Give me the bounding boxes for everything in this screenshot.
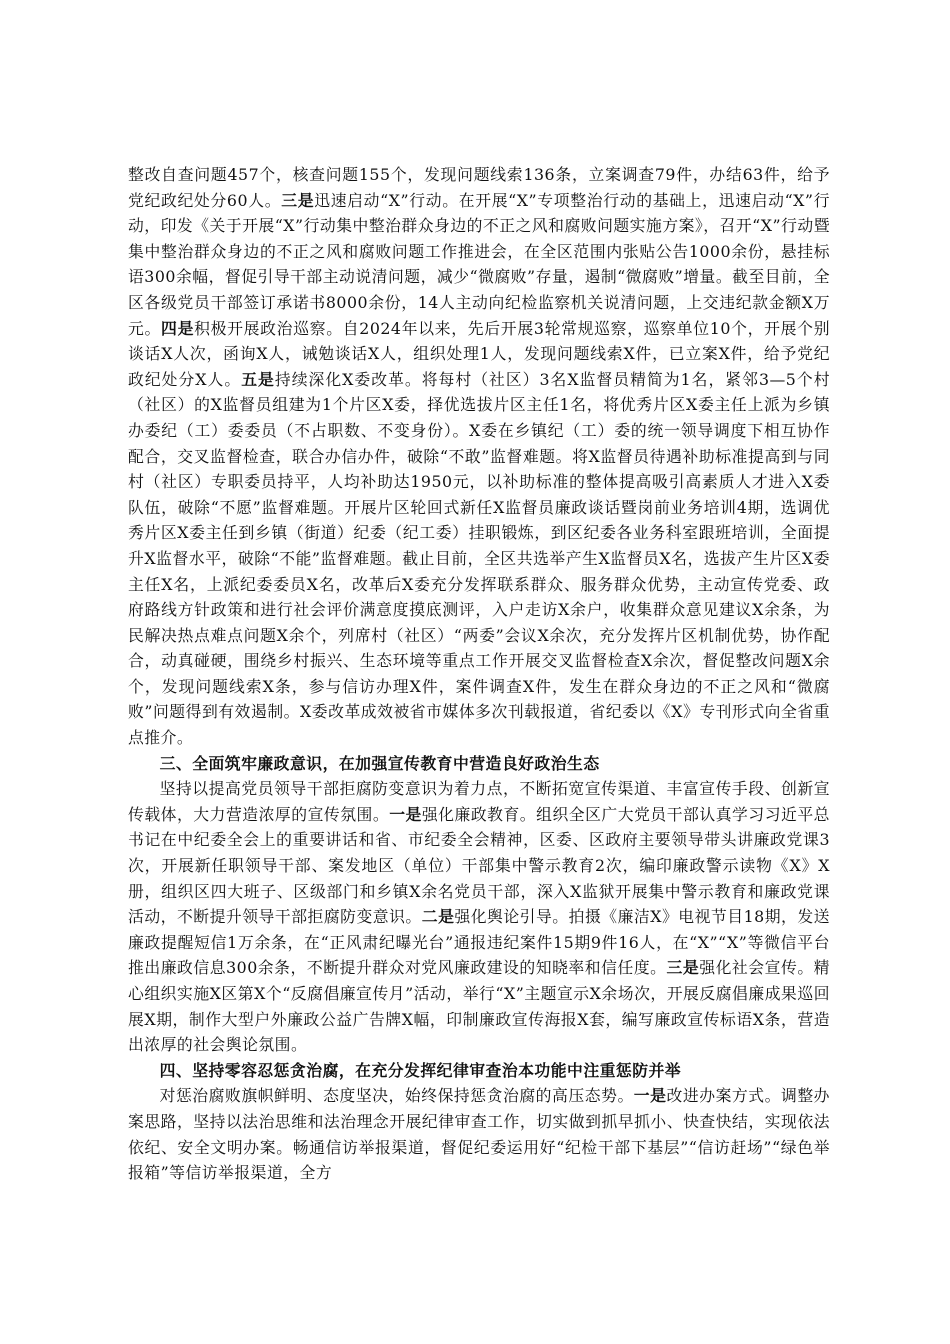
section-paragraph [128,776,830,1058]
text-run: 持续深化X委改革。将每村（社区）3名X监督员精简为1名，紧邻3—5个村（社区）的X监督员组建为1个片区X委，择优选拔片区主任1名，将优秀片区X委主任上派为乡镇办委纪（工）委委员（不占职数、不变身份）。X委在乡镇纪（工）委的统一领导调度下相互协作配合，交叉监督检查，联合办信办件，破除“不敢”监督难题。将X监督员待遇补助标准提高到与同村（社区）专职委员持平，人均补助达1950元，以补助标准的整体提高吸引高素质人才进入X委队伍，破除“不愿”监督难题。开展片区轮回式新任X监督员廉政谈话暨岗前业务培训4期，选调优秀片区X委主任到乡镇（街道）纪委（纪工委）挂职锻炼，到区纪委各业务科室跟班培训，全面提升X监督水平，破除“不能”监督难题。截止目前，全区共选举产生X监督员X名，选拔产生片区X委主任X名，上派纪委委员X名，改革后X委充分发挥联系群众、服务群众优势，主动宣传党委、政府路线方针政策和进行社会评价满意度摸底测评，入户走访X余户，收集群众意见建议X余条，为民解决热点难点问题X余个，列席村（社区）“两委”会议X余次，充分发挥片区机制优势，协作配合，动真碰硬，围绕乡村振兴、生态环境等重点工作开展交叉监督检查X余次，督促整改问题X余个，发现问题线索X条，参与信访办理X件，案件调查X件，发生在群众身边的不正之风和“微腐败”问题得到有效遏制。X委改革成效被省市媒体多次刊载报道，省纪委以《X》专刊形式向全省重点推介。 [128,369,830,748]
text-run: 强化社会宣传。精心组织实施X区第X个“反腐倡廉宣传月”活动，举行“X”主题宣示X余场次，开展反腐倡廉成果巡回展X期，制作大型户外廉政公益广告牌X幅，印制廉政宣传海报X套，编写廉政宣传标语X条，营造出浓厚的社会舆论氛围。 [128,958,830,1055]
section-heading: 三、全面筑牢廉政意识，在加强宣传教育中营造良好政治生态 [159,753,600,773]
bold-run: 一是 [389,804,422,824]
text-run: 强化舆论引导。拍摄《廉洁X》电视节目18期，发送廉政提醒短信1万余条，在“正风肃纪曝光台”通报违纪案件15期9件16人，在“X”“X”等微信平台推出廉政信息300余条，不断提升群众对党风廉政建设的知晓率和信任度。 [128,907,830,978]
text-run: 整改自查问题457个，核查问题155个，发现问题线索136条，立案调查79件，办结63件，给予党纪政纪处分60人。 [128,165,830,210]
text-run: 对惩治腐败旗帜鲜明、态度坚决，始终保持惩贪治腐的高压态势。 [159,1086,634,1106]
text-run: 强化廉政教育。组织全区广大党员干部认真学习习近平总书记在中纪委全会上的重要讲话和省、市纪委全会精神，区委、区政府主要领导带头讲廉政党课3次，开展新任职领导干部、案发地区（单位）干部集中警示教育2次，编印廉政警示读物《X》X册，组织区四大班子、区级部门和乡镇X余名党员干部，深入X监狱开展集中警示教育和廉政党课活动，不断提升领导干部拒腐防变意识。 [128,804,830,927]
document-page [128,162,830,1186]
text-run: 坚持以提高党员领导干部拒腐防变意识为着力点，不断拓宽宣传渠道、丰富宣传手段、创新宣传载体，大力营造浓厚的宣传氛围。 [128,779,830,824]
text-run: 积极开展政治巡察。自2024年以来，先后开展3轮常规巡察，巡察单位10个，开展个别谈话X人次，函询X人，诫勉谈话X人，组织处理1人，发现问题线索X件，已立案X件，给予党纪政纪处分X人。 [128,318,830,389]
section-paragraph [128,1083,830,1185]
bold-run: 五是 [241,369,275,389]
bold-run: 四是 [161,318,195,338]
section-heading: 四、坚持零容忍惩贪治腐，在充分发挥纪律审查治本功能中注重惩防并举 [159,1060,682,1080]
bold-run: 二是 [421,907,455,927]
bold-run: 三是 [666,958,700,978]
text-run: 迅速启动“X”行动。在开展“X”专项整治行动的基础上，迅速启动“X”行动，印发《关于开展“X”行动集中整治群众身边的不正之风和腐败问题实施方案》，召开“X”行动暨集中整治群众身边的不正之风和腐败问题工作推进会，在全区范围内张贴公告1000余份，悬挂标语300余幅，督促引导干部主动说清问题，减少“微腐败”存量，遏制“微腐败”增量。截至目前，全区各级党员干部签订承诺书8000余份，14人主动向纪检监察机关说清问题，上交违纪款金额X万元。 [128,190,830,338]
bold-run: 三是 [281,190,315,210]
bold-run: 一是 [633,1086,667,1106]
text-run: 改进办案方式。调整办案思路，坚持以法治思维和法治理念开展纪律审查工作，切实做到抓早抓小、快查快结，实现依法依纪、安全文明办案。畅通信访举报渠道，督促纪委运用好“纪检干部下基层”“信访赶场”“绿色举报箱”等信访举报渠道，全方 [128,1086,830,1183]
paragraph-continued [128,162,830,751]
